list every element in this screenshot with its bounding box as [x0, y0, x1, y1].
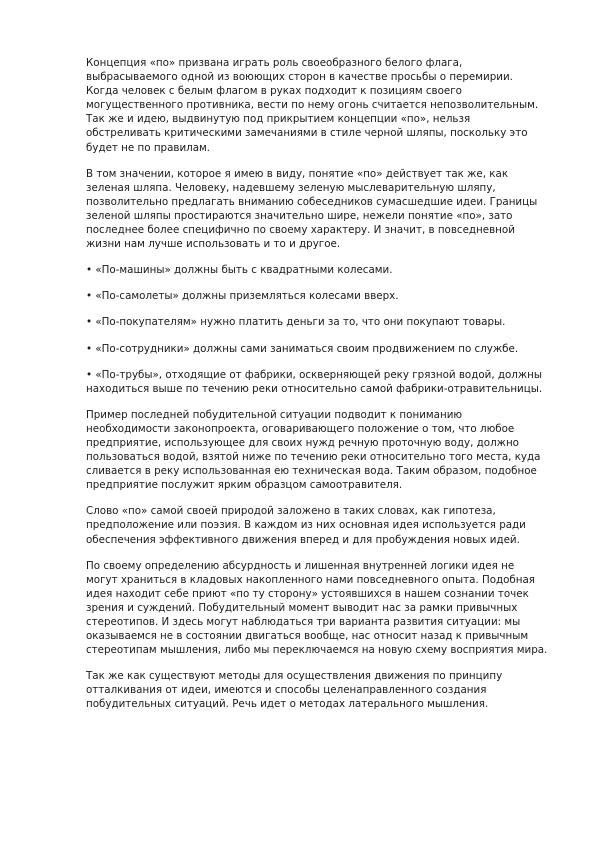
- bullet-po-buyers: • «По-покупателям» нужно платить деньги за то, что они покупают товары.: [86, 316, 506, 329]
- paragraph-green-hat: В том значении, которое я имею в виду, понятие «по» действует так же, как зеленая шляпа. Человеку, надевшему зеленую мыслеварительную шляпу, позволительно предлагать вниманию собеседников сумасшедшие идеи. Границы зеленой шляпы простираются значительно шире, нежели понятие «по», зато последнее более специфично по своему характеру. И значит, в повседневной жизни нам лучше использовать и то и другое.: [86, 167, 538, 251]
- bullet-po-pipes: • «По-трубы», отходящие от фабрики, оскверняющей реку грязной водой, должны находиться выше по течению реки относительно самой фабрики-отравительницы.: [86, 368, 543, 395]
- bullet-po-planes: • «По-самолеты» должны приземляться колесами вверх.: [86, 290, 399, 303]
- paragraph-absurdity: По своему определению абсурдность и лишенная внутренней логики идея не могут храниться в кладовых накопленного нами повседневного опыта. Подобная идея находит себе приют «по ту сторону» устоявшихся в нашем сознании точек зрения и суждений. Побудительный момент выводит нас за рамки привычных стереотипов. И здесь могут наблюдаться три варианта развития ситуации: мы оказываемся не в состоянии двигаться вообще, нас относит назад к привычным стереотипам мышления, либо мы переключаемся на новую схему восприятия мира.: [86, 559, 548, 657]
- paragraph-law-example: Пример последней побудительной ситуации подводит к пониманию необходимости законопроекта, оговаривающего положение о том, что любое предприятие, использующее для своих нужд речную проточную воду, должно пользоваться водой, взятой ниже по течению реки относительно того места, куда сливается в реку использованная ею техническая вода. Таким образом, подобное предприятие послужит ярким образцом самоотравителя.: [86, 408, 541, 492]
- paragraph-white-flag: Концепция «по» призвана играть роль своеобразного белого флага, выбрасываемого одной из воюющих сторон в качестве просьбы о перемирии. Когда человек с белым флагом в руках подходит к позициям своего могущественного противника, вести по нему огонь считается непозволительным. Так же и идею, выдвинутую под прикрытием концепции «по», нельзя обстреливать критическими замечаниями в стиле черной шляпы, поскольку это будет не по правилам.: [86, 57, 539, 154]
- paragraph-hypothesis: Слово «по» самой своей природой заложено в таких словах, как гипотеза, предположение или поэзия. В каждом из них основная идея используется ради обеспечения эффективного движения вперед и для пробуждения новых идей.: [86, 505, 526, 546]
- bullet-po-cars: • «По-машины» должны быть с квадратными колесами.: [86, 264, 393, 277]
- paragraph-lateral-thinking: Так же как существуют методы для осуществления движения по принципу отталкивания от идеи, имеются и способы целенаправленного создания побудительных ситуаций. Речь идет о методах латерального мышления.: [86, 670, 503, 711]
- bullet-po-employees: • «По-сотрудники» должны сами заниматься своим продвижением по службе.: [86, 342, 519, 355]
- document-body: [86, 56, 548, 724]
